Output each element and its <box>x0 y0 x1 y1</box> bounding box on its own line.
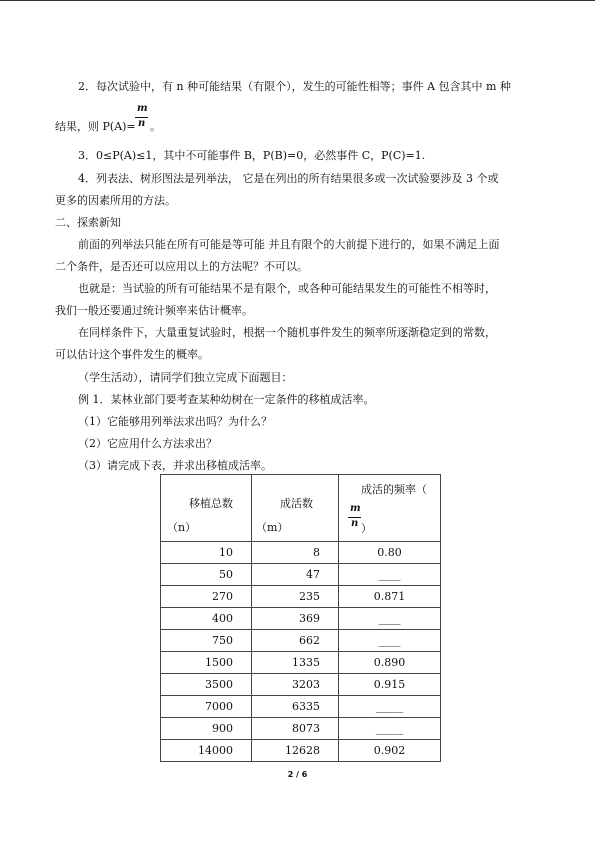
cell-total: 50 <box>161 564 252 586</box>
cell-frequency: 0.902 <box>339 740 441 762</box>
question-2: （2）它应用什么方法求出？ <box>78 437 217 450</box>
cell-survived: 8073 <box>252 718 339 740</box>
cell-total: 750 <box>161 630 252 652</box>
cell-frequency: ____ <box>339 564 441 586</box>
header-frequency <box>339 475 441 542</box>
header-total <box>161 475 252 542</box>
cell-frequency: 0.871 <box>339 586 441 608</box>
cell-frequency: 0.890 <box>339 652 441 674</box>
transplant-table <box>160 474 441 762</box>
cell-total: 400 <box>161 608 252 630</box>
cell-survived: 6335 <box>252 696 339 718</box>
table-row <box>161 630 441 652</box>
table-row <box>161 564 441 586</box>
cell-frequency: ____ <box>339 608 441 630</box>
header-total-label: 移植总数 <box>189 497 233 510</box>
table-header-row <box>161 475 441 542</box>
fraction-denominator: n <box>138 118 146 129</box>
cell-total: 270 <box>161 586 252 608</box>
cell-survived: 662 <box>252 630 339 652</box>
explore-line1: 前面的列举法只能在所有可能是等可能 并且有限个的大前提下进行的，如果不满足上面 <box>78 238 500 251</box>
explore-line3: 也就是：当试验的所有可能结果不是有限个，或各种可能结果发生的可能性不相等时， <box>78 282 496 295</box>
explore-line5: 在同样条件下，大量重复试验时，根据一个随机事件发生的频率所逐渐稳定到的常数， <box>78 326 496 339</box>
page-number: 2 / 6 <box>287 770 308 779</box>
question-3: （3）请完成下表，并求出移植成活率。 <box>78 459 272 472</box>
cell-frequency: ____ <box>339 630 441 652</box>
cell-total: 10 <box>161 542 252 564</box>
cell-total: 900 <box>161 718 252 740</box>
table-row <box>161 608 441 630</box>
cell-survived: 369 <box>252 608 339 630</box>
cell-total: 14000 <box>161 740 252 762</box>
header-fraction-m: m <box>350 503 361 514</box>
table-row <box>161 718 441 740</box>
fraction-numerator: m <box>137 103 148 114</box>
section-heading: 二、探索新知 <box>55 216 121 229</box>
cell-survived: 12628 <box>252 740 339 762</box>
paragraph-2-end: 。 <box>150 120 161 133</box>
header-survived-label: 成活数 <box>280 497 313 510</box>
cell-survived: 3203 <box>252 674 339 696</box>
cell-survived: 8 <box>252 542 339 564</box>
header-survived-symbol: （m） <box>256 521 289 534</box>
paragraph-2-line1: 2．每次试验中，有 n 种可能结果（有限个），发生的可能性相等；事件 A 包含其中 m 种 <box>78 80 511 93</box>
table-row <box>161 696 441 718</box>
cell-survived: 235 <box>252 586 339 608</box>
cell-total: 1500 <box>161 652 252 674</box>
header-survived <box>252 475 339 542</box>
cell-survived: 47 <box>252 564 339 586</box>
header-frequency-label: 成活的频率（ <box>361 483 427 496</box>
cell-total: 7000 <box>161 696 252 718</box>
header-frequency-close: ） <box>361 522 372 535</box>
cell-frequency: 0.80 <box>339 542 441 564</box>
paragraph-2-line2: 结果，则 P(A)= <box>55 120 136 133</box>
paragraph-4-line2: 更多的因素所用的方法。 <box>55 194 176 207</box>
question-1: （1）它能够用列举法求出吗？为什么？ <box>78 415 272 428</box>
explore-line2: 二个条件，是否还可以应用以上的方法呢？不可以。 <box>55 260 308 273</box>
table-row <box>161 586 441 608</box>
student-activity: （学生活动），请同学们独立完成下面题目： <box>78 371 293 384</box>
paragraph-3: 3．0≤P(A)≤1，其中不可能事件 B，P(B)=0，必然事件 C，P(C)=1. <box>78 149 426 162</box>
table-row <box>161 542 441 564</box>
example-1: 例 1．某林业部门要考查某种幼树在一定条件的移植成活率。 <box>78 393 375 406</box>
cell-total: 3500 <box>161 674 252 696</box>
table-row <box>161 740 441 762</box>
cell-frequency: 0.915 <box>339 674 441 696</box>
table-row <box>161 652 441 674</box>
header-rule <box>0 0 595 1</box>
explore-line6: 可以估计这个事件发生的概率。 <box>55 348 209 361</box>
table-row <box>161 674 441 696</box>
header-total-symbol: （n） <box>167 521 197 534</box>
cell-frequency: _____ <box>339 718 441 740</box>
cell-survived: 1335 <box>252 652 339 674</box>
header-fraction-n: n <box>351 518 359 529</box>
cell-frequency: _____ <box>339 696 441 718</box>
paragraph-4-line1: 4．列表法、树形图法是列举法， 它是在列出的所有结果很多或一次试验要涉及 3 个或 <box>78 172 499 185</box>
explore-line4: 我们一般还要通过统计频率来估计概率。 <box>55 304 253 317</box>
